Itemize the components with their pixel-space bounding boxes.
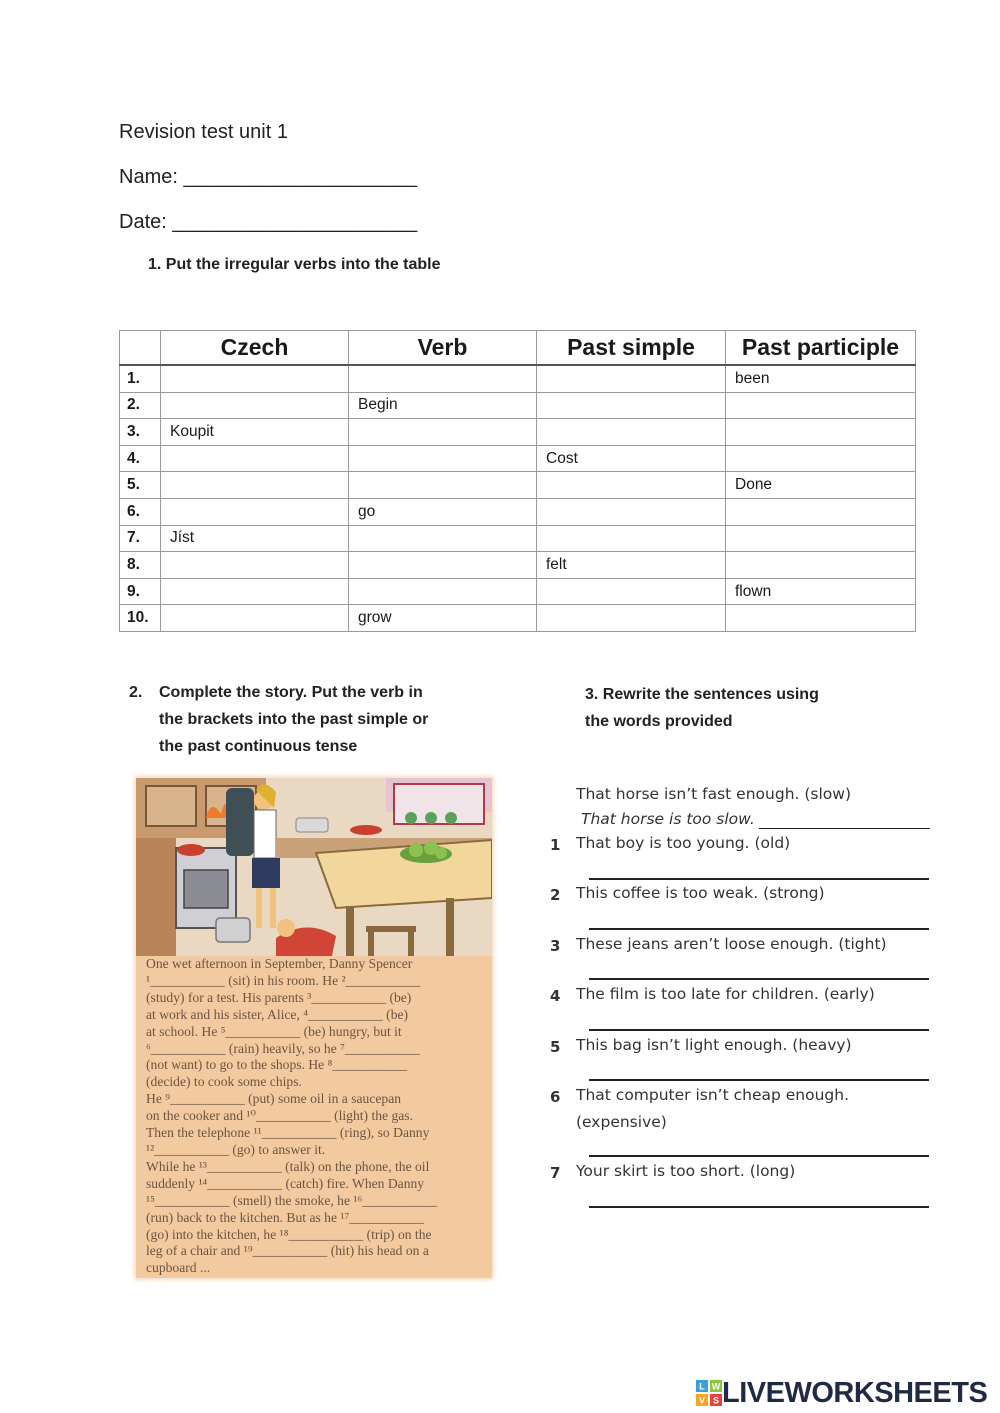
story-line: (study) for a test. His parents ³___________ (be) xyxy=(146,989,412,1005)
row-number: 5. xyxy=(120,472,161,499)
task1-instruction: 1. Put the irregular verbs into the table xyxy=(148,256,441,273)
item-number: 2 xyxy=(550,886,561,904)
cell-verb[interactable] xyxy=(349,445,537,472)
header-czech: Czech xyxy=(161,331,349,366)
story-line: (go) into the kitchen, he ¹⁸___________ (trip) on the xyxy=(146,1226,432,1242)
sentence-text-cont: (expensive) xyxy=(576,1113,667,1131)
table-row xyxy=(120,578,916,605)
sentence-text: That computer isn’t cheap enough. xyxy=(576,1086,850,1104)
cell-czech: Jíst xyxy=(161,525,349,552)
liveworksheets-logo-icon xyxy=(696,1380,722,1406)
story-line: He ⁹___________ (put) some oil in a saucepan xyxy=(146,1091,402,1107)
row-number: 9. xyxy=(120,578,161,605)
cell-past-participle[interactable] xyxy=(726,552,916,579)
cell-verb[interactable] xyxy=(349,525,537,552)
answer-line-3[interactable] xyxy=(589,978,929,980)
story-line: (run) back to the kitchen. But as he ¹⁷___________ xyxy=(146,1209,424,1225)
sentence-text: That boy is too young. (old) xyxy=(576,834,791,852)
cell-past-participle: Done xyxy=(726,472,916,499)
cell-verb[interactable] xyxy=(349,365,537,392)
cell-verb: go xyxy=(349,498,537,525)
irregular-verbs-table xyxy=(119,330,916,632)
row-number: 8. xyxy=(120,552,161,579)
name-field[interactable]: Name: _____________________ xyxy=(119,166,418,188)
story-line: (not want) to go to the shops. He ⁸___________ xyxy=(146,1057,408,1073)
cell-past-simple[interactable] xyxy=(537,472,726,499)
story-picture xyxy=(136,778,492,1278)
sentence-text: The film is too late for children. (early) xyxy=(576,985,875,1003)
item-number: 7 xyxy=(550,1164,561,1182)
cell-verb: Begin xyxy=(349,392,537,419)
item-number: 5 xyxy=(550,1038,561,1056)
story-text xyxy=(146,956,486,1277)
cell-past-simple: felt xyxy=(537,552,726,579)
story-line: on the cooker and ¹⁰___________ (light) the gas. xyxy=(146,1108,413,1124)
table-row xyxy=(120,525,916,552)
sentence-text: This coffee is too weak. (strong) xyxy=(576,884,825,902)
task2-instruction xyxy=(159,679,489,760)
table-row xyxy=(120,445,916,472)
story-line: ¹²___________ (go) to answer it. xyxy=(146,1141,326,1157)
cell-verb[interactable] xyxy=(349,578,537,605)
cell-past-simple[interactable] xyxy=(537,498,726,525)
worksheet-title: Revision test unit 1 xyxy=(119,121,288,143)
cell-past-participle[interactable] xyxy=(726,392,916,419)
cell-past-participle[interactable] xyxy=(726,498,916,525)
logo-letter: W xyxy=(711,1381,721,1392)
row-number: 1. xyxy=(120,365,161,392)
story-line: (decide) to cook some chips. xyxy=(146,1074,302,1090)
item-number: 1 xyxy=(550,836,561,854)
date-field[interactable]: Date: ______________________ xyxy=(119,211,418,233)
story-line: One wet afternoon in September, Danny Spencer xyxy=(146,956,413,971)
cell-past-participle[interactable] xyxy=(726,445,916,472)
task3-instruction-line: 3. Rewrite the sentences using xyxy=(585,686,819,703)
cell-verb[interactable] xyxy=(349,552,537,579)
task2-instruction-line: the brackets into the past simple or xyxy=(159,711,429,728)
logo-letter: V xyxy=(698,1395,706,1406)
cell-past-participle[interactable] xyxy=(726,419,916,446)
cell-past-simple[interactable] xyxy=(537,525,726,552)
table-row xyxy=(120,472,916,499)
story-line: at work and his sister, Alice, ⁴___________ (be) xyxy=(146,1006,409,1022)
story-line: ⁶___________ (rain) heavily, so he ⁷___________ xyxy=(146,1040,420,1056)
cell-verb[interactable] xyxy=(349,419,537,446)
cell-past-participle[interactable] xyxy=(726,605,916,632)
cell-czech[interactable] xyxy=(161,365,349,392)
example-sentence: That horse isn’t fast enough. (slow) xyxy=(576,785,852,803)
table-row xyxy=(120,552,916,579)
sentence-text: This bag isn’t light enough. (heavy) xyxy=(576,1036,852,1054)
row-number: 7. xyxy=(120,525,161,552)
example-answer-line xyxy=(759,828,930,829)
cell-past-participle[interactable] xyxy=(726,525,916,552)
cell-czech: Koupit xyxy=(161,419,349,446)
cell-past-simple[interactable] xyxy=(537,419,726,446)
cell-czech[interactable] xyxy=(161,552,349,579)
cell-verb[interactable] xyxy=(349,472,537,499)
table-row xyxy=(120,392,916,419)
item-number: 6 xyxy=(550,1088,561,1106)
item-number: 4 xyxy=(550,987,561,1005)
story-line: ¹___________ (sit) in his room. He ²___________ xyxy=(146,972,421,988)
row-number: 6. xyxy=(120,498,161,525)
answer-line-5[interactable] xyxy=(589,1079,929,1081)
task2-number: 2. xyxy=(129,684,143,701)
task2-instruction-line: the past continuous tense xyxy=(159,738,358,755)
answer-line-4[interactable] xyxy=(589,1029,929,1031)
logo-letter: S xyxy=(712,1395,720,1406)
row-number: 2. xyxy=(120,392,161,419)
cell-czech[interactable] xyxy=(161,498,349,525)
cell-past-simple[interactable] xyxy=(537,578,726,605)
task2-instruction-line: Complete the story. Put the verb in xyxy=(159,684,423,701)
sentence-text: These jeans aren’t loose enough. (tight) xyxy=(576,935,887,953)
story-line: leg of a chair and ¹⁹___________ (hit) his head on a xyxy=(146,1243,429,1259)
table-row xyxy=(120,498,916,525)
cell-czech[interactable] xyxy=(161,578,349,605)
story-line: ¹⁵___________ (smell) the smoke, he ¹⁶___________ xyxy=(146,1192,437,1208)
header-past-simple: Past simple xyxy=(537,331,726,366)
cell-czech[interactable] xyxy=(161,445,349,472)
story-line: at school. He ⁵___________ (be) hungry, but it xyxy=(146,1023,402,1039)
cell-past-participle: been xyxy=(726,365,916,392)
row-number: 4. xyxy=(120,445,161,472)
header-number xyxy=(120,331,161,366)
answer-line-6[interactable] xyxy=(589,1155,929,1157)
header-verb: Verb xyxy=(349,331,537,366)
item-number: 3 xyxy=(550,937,561,955)
header-past-participle: Past participle xyxy=(726,331,916,366)
cell-past-participle: flown xyxy=(726,578,916,605)
table-row xyxy=(120,419,916,446)
table-header-row xyxy=(120,331,916,366)
logo-letter: L xyxy=(699,1381,705,1392)
cell-verb: grow xyxy=(349,605,537,632)
cell-past-simple[interactable] xyxy=(537,392,726,419)
task3-instruction-line: the words provided xyxy=(585,713,733,730)
story-line: While he ¹³___________ (talk) on the phone, the oil xyxy=(146,1158,430,1174)
story-line: cupboard ... xyxy=(146,1260,211,1276)
cell-czech[interactable] xyxy=(161,472,349,499)
answer-line-2[interactable] xyxy=(589,928,929,930)
liveworksheets-logo xyxy=(696,1378,987,1408)
cell-past-simple: Cost xyxy=(537,445,726,472)
table-row xyxy=(120,365,916,392)
cell-past-simple[interactable] xyxy=(537,605,726,632)
example-answer: That horse is too slow. xyxy=(581,810,755,828)
story-line: Then the telephone ¹¹___________ (ring), so Danny xyxy=(146,1125,430,1141)
row-number: 10. xyxy=(120,605,161,632)
answer-line-7[interactable] xyxy=(589,1206,929,1208)
table-row xyxy=(120,605,916,632)
kitchen-illustration xyxy=(136,778,492,956)
logo-text: LIVEWORKSHEETS xyxy=(722,1377,988,1409)
row-number: 3. xyxy=(120,419,161,446)
answer-line-1[interactable] xyxy=(589,878,929,880)
sentence-text: Your skirt is too short. (long) xyxy=(576,1162,796,1180)
cell-past-simple[interactable] xyxy=(537,365,726,392)
task3-instruction xyxy=(585,681,885,735)
cell-czech[interactable] xyxy=(161,392,349,419)
cell-czech[interactable] xyxy=(161,605,349,632)
story-line: suddenly ¹⁴___________ (catch) fire. When Danny xyxy=(146,1175,425,1191)
